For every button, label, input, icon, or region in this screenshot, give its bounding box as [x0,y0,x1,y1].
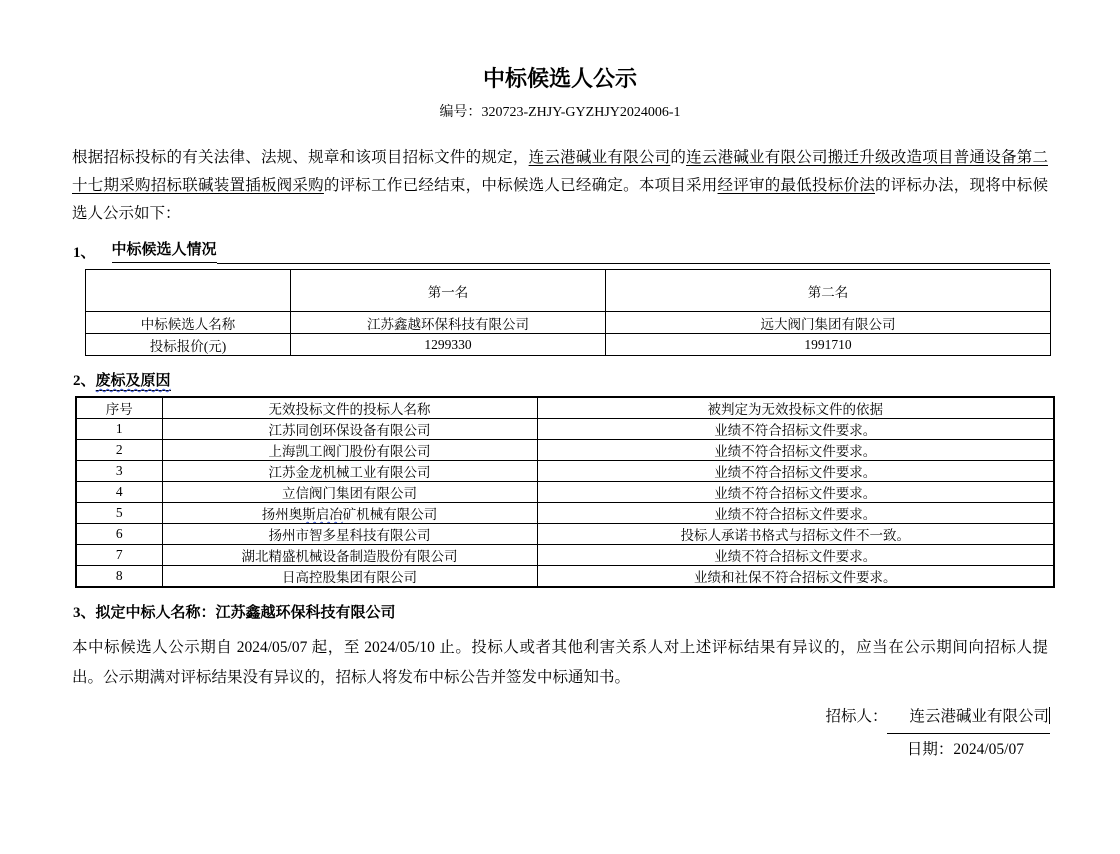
bidder-name-cell: 江苏金龙机械工业有限公司 [162,461,537,482]
table-row [76,524,1054,545]
bidder-name-cell: 江苏同创环保设备有限公司 [162,419,537,440]
first-candidate-name: 江苏鑫越环保科技有限公司 [291,312,606,334]
signature-block [70,701,1050,766]
bidder-name-underline [887,701,1050,734]
seq-cell: 1 [76,419,162,440]
table-row [76,419,1054,440]
rejection-basis-header-cell: 被判定为无效投标文件的依据 [537,397,1054,419]
document-title: 中标候选人公示 [482,66,637,91]
second-bid-price: 1991710 [606,334,1051,356]
bidder-name: 连云港碱业有限公司 [909,708,1049,725]
reason-cell: 业绩不符合招标文件要求。 [537,545,1054,566]
table-row [76,461,1054,482]
project-name-underlined: 连云港碱业有限公司搬迁升级改造项目普通设备第二十七期采购招标联碱装置插板阀采购 [72,149,1048,194]
evaluation-method-underlined: 经评审的最低投标价法 [717,177,875,194]
bidder-signature-line [70,701,1050,734]
date-label: 日期： [906,741,954,758]
document-number [70,104,1050,122]
bidder-label: 招标人： [825,708,888,725]
row-label: 投标报价(元) [86,334,291,356]
seq-cell: 5 [76,503,162,524]
bidder-name-cell: 扬州市智多星科技有限公司 [162,524,537,545]
section3-title: 拟定中标人名称：江苏鑫越环保科技有限公司 [95,605,396,621]
intro-text: 的 [670,149,687,166]
seq-cell: 3 [76,461,162,482]
section2-heading [73,371,1050,391]
rejected-bids-table [75,396,1055,588]
closing-paragraph: 本中标候选人公示期自 2024/05/07 起，至 2024/05/10 止。投标人或者其他利害关系人对上述评标结果有异议的，应当在公示期间向招标人提出。公示期满对评标结果没有异议的，招标人将发布中标公告并签发中标通知书。 [72,639,1048,686]
bidder-name-cell: 立信阀门集团有限公司 [162,482,537,503]
section2-title: 废标及原因 [95,373,171,389]
bidder-name-cell: 扬州奥斯启冶矿机械有限公司 [162,503,537,524]
section1-number: 1、 [73,245,96,261]
table-row [76,503,1054,524]
document-number-value: 320723-ZHJY-GYZHJY2024006-1 [481,105,681,120]
seq-header-cell: 序号 [76,397,162,419]
table-row [76,482,1054,503]
date-value: 2024/05/07 [953,741,1024,758]
reason-cell: 业绩不符合招标文件要求。 [537,440,1054,461]
document-page [0,64,1120,854]
reason-cell: 业绩不符合招标文件要求。 [537,461,1054,482]
empty-header-cell [86,270,291,312]
rank1-header-cell: 第一名 [291,270,606,312]
seq-cell: 6 [76,524,162,545]
table-row [76,566,1054,588]
candidates-header-row [86,270,1051,312]
intro-paragraph [72,144,1048,228]
bidder-name-cell: 日高控股集团有限公司 [162,566,537,588]
bidder-name-cell: 湖北精盛机械设备制造股份有限公司 [162,545,537,566]
heading-fill-line [217,263,1050,264]
spellcheck-wavy-text: 斯启冶 [302,507,343,522]
second-candidate-name: 远大阀门集团有限公司 [606,312,1051,334]
reason-cell: 业绩和社保不符合招标文件要求。 [537,566,1054,588]
reason-cell: 投标人承诺书格式与招标文件不一致。 [537,524,1054,545]
bidder-name-underlined: 连云港碱业有限公司 [528,149,671,166]
bid-price-row [86,334,1051,356]
rank2-header-cell: 第二名 [606,270,1051,312]
section1-title: 中标候选人情况 [112,240,217,263]
seq-cell: 2 [76,440,162,461]
table-row [76,545,1054,566]
seq-cell: 7 [76,545,162,566]
intro-text: 的评标工作已经结束，中标候选人已经确定。本项目采用 [323,177,718,194]
bidder-name-cell: 上海凯工阀门股份有限公司 [162,440,537,461]
section3-heading [73,603,1050,623]
section2-number: 2、 [73,373,96,389]
intro-text: 根据招标投标的有关法律、法规、规章和该项目招标文件的规定， [72,149,529,166]
invalid-bidder-header-cell: 无效投标文件的投标人名称 [162,397,537,419]
rejected-bids-header-row [76,397,1054,419]
table-row [76,440,1054,461]
text-cursor [1049,707,1050,724]
reason-cell: 业绩不符合招标文件要求。 [537,419,1054,440]
row-label: 中标候选人名称 [86,312,291,334]
document-number-label: 编号： [439,105,482,120]
seq-cell: 4 [76,482,162,503]
section3-number: 3、 [73,605,96,621]
section1-heading [73,240,1050,263]
first-bid-price: 1299330 [291,334,606,356]
intro-text: 的评标办法，现将中标候选人公示如下： [72,177,1048,222]
candidate-name-row [86,312,1051,334]
date-line [70,734,1050,766]
reason-cell: 业绩不符合招标文件要求。 [537,503,1054,524]
reason-cell: 业绩不符合招标文件要求。 [537,482,1054,503]
seq-cell: 8 [76,566,162,588]
candidates-table [85,269,1051,356]
